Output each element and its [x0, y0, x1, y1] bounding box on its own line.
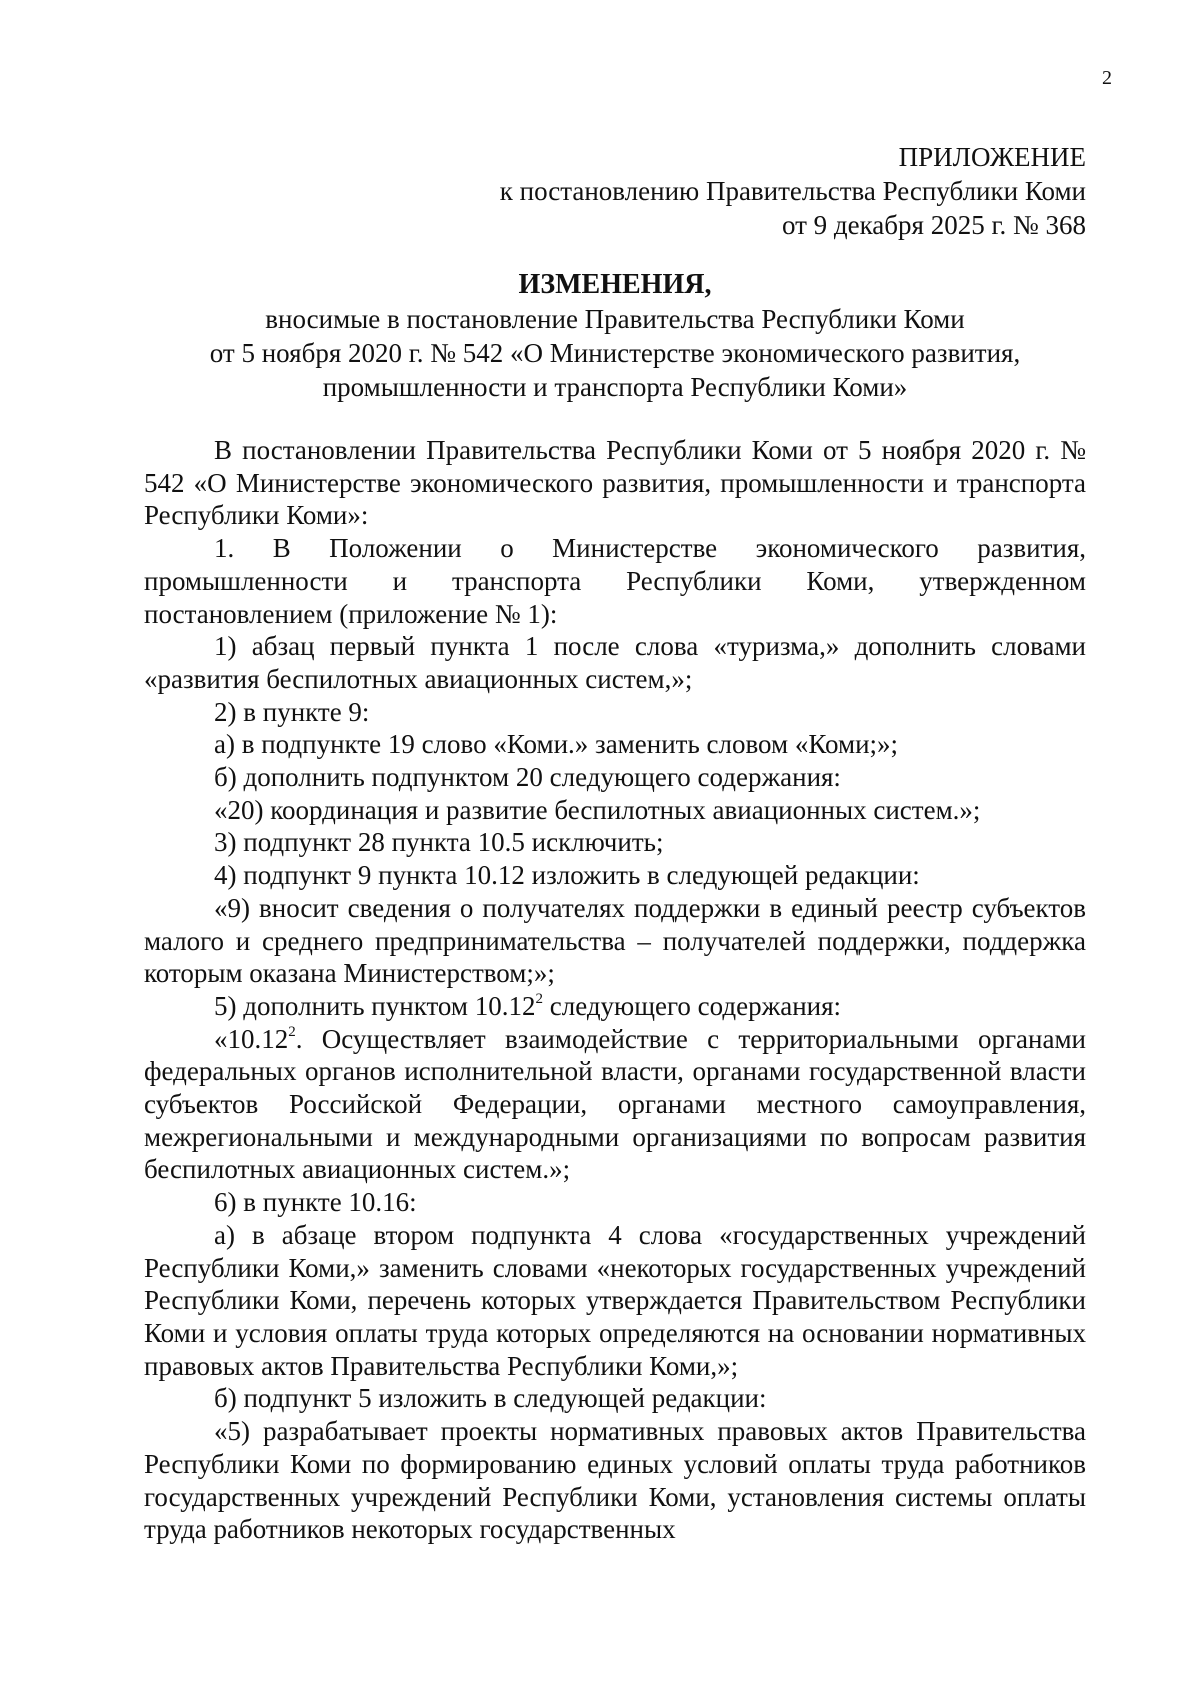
paragraph-subitem-5-start: 5) дополнить пунктом 10.12 [214, 990, 536, 1021]
superscript-2: 2 [535, 990, 543, 1007]
paragraph-subitem-2a: а) в подпункте 19 слово «Коми.» заменить словом «Коми;»; [214, 729, 899, 760]
document-body [144, 434, 1086, 1546]
paragraph-item-1: 1. В Положении о Министерстве экономического развития, промышленности и транспорта Республики Коми, утвержденном постановлением (приложение № 1): [144, 533, 1086, 629]
paragraph-quote-10-12-2-start: «10.12 [214, 1023, 289, 1054]
attachment-reference: к постановлению Правительства Республики Коми [499, 176, 1086, 206]
attachment-block [500, 140, 1086, 242]
document-subtitle-line-1: вносимые в постановление Правительства Республики Коми [265, 304, 965, 334]
document-subtitle-line-3: промышленности и транспорта Республики Коми» [322, 372, 908, 402]
document-title-block [144, 268, 1086, 404]
paragraph-subitem-5-end: следующего содержания: [542, 990, 842, 1021]
paragraph-quote-10-12-2-end: . Осуществляет взаимодействие с территориальными органами федеральных органов исполнительной власти, органами государственной власти субъектов Российской Федерации, органами местного самоуправления, межрегиональными и международными организациями по вопросам развития беспилотных авиационных систем.»; [144, 1023, 1086, 1185]
paragraph-subitem-2b: б) дополнить подпунктом 20 следующего содержания: [214, 762, 841, 793]
paragraph-subitem-6a: а) в абзаце втором подпункта 4 слова «государственных учреждений Республики Коми,» заменить словами «некоторых государственных учреждений Республики Коми, перечень которых утверждается Правительством Республики Коми и условия оплаты труда которых определяются на основании нормативных правовых актов Правительства Республики Коми,»; [144, 1219, 1086, 1381]
paragraph-quote-20: «20) координация и развитие беспилотных авиационных систем.»; [214, 794, 981, 825]
paragraph-quote-5: «5) разрабатывает проекты нормативных правовых актов Правительства Республики Коми по формированию единых условий оплаты труда работников государственных учреждений Республики Коми, установления системы оплаты труда работников некоторых государственных [144, 1416, 1086, 1545]
paragraph-subitem-6b: б) подпункт 5 изложить в следующей редакции: [214, 1383, 767, 1414]
paragraph-subitem-1: 1) абзац первый пункта 1 после слова «туризма,» дополнить словами «развития беспилотных авиационных систем,»; [144, 631, 1086, 694]
paragraph-subitem-5 [144, 990, 1086, 1023]
paragraph-quote-9: «9) вносит сведения о получателях поддержки в единый реестр субъектов малого и среднего предпринимательства – получателей поддержки, поддержка которым оказана Министерством;»; [144, 892, 1086, 989]
paragraph-subitem-6: 6) в пункте 10.16: [214, 1187, 417, 1218]
superscript-2: 2 [288, 1023, 296, 1040]
paragraph-intro: В постановлении Правительства Республики Коми от 5 ноября 2020 г. № 542 «О Министерстве экономического развития, промышленности и транспорта Республики Коми»: [144, 435, 1086, 531]
page-number: 2 [1102, 67, 1112, 89]
paragraph-subitem-4: 4) подпункт 9 пункта 10.12 изложить в следующей редакции: [214, 860, 920, 891]
document-subtitle-line-2: от 5 ноября 2020 г. № 542 «О Министерстве экономического развития, [209, 338, 1021, 368]
attachment-label: ПРИЛОЖЕНИЕ [898, 142, 1086, 172]
document-heading: ИЗМЕНЕНИЯ, [518, 269, 712, 300]
paragraph-subitem-2: 2) в пункте 9: [214, 696, 370, 727]
paragraph-subitem-3: 3) подпункт 28 пункта 10.5 исключить; [214, 827, 664, 858]
attachment-date-number: от 9 декабря 2025 г. № 368 [781, 210, 1086, 240]
paragraph-quote-10-12-2 [144, 1023, 1086, 1187]
